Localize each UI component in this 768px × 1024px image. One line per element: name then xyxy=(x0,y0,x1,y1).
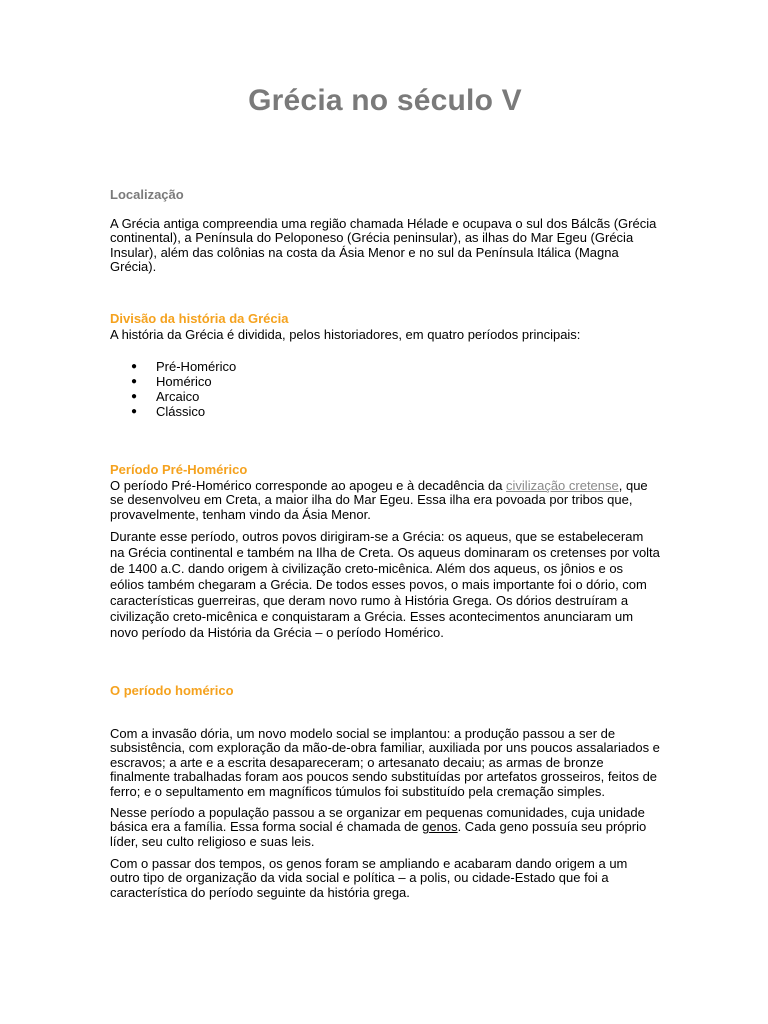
link-genos[interactable]: genos xyxy=(422,819,458,835)
paragraph-homerico-1: Com a invasão dória, um novo modelo social se implantou: a produção passou a ser de subsistência, com exploração da mão-de-obra familiar, auxiliada por uns poucos assalariados e escravos; a arte e a escrita desapareceram; o artesanato decaiu; as armas de bronze finalmente trabalhadas foram aos poucos sendo substituídas por artefatos grosseiros, feitos de ferro; e o sepultamento em magníficos túmulos foi substituído pela cremação simples. xyxy=(110,726,660,799)
list-item: ● Clássico xyxy=(131,404,206,419)
bullet-icon: ● xyxy=(131,376,138,387)
paragraph-divisao-intro: A história da Grécia é dividida, pelos historiadores, em quatro períodos principais: xyxy=(110,327,581,342)
paragraph-homerico-3: Com o passar dos tempos, os genos foram se ampliando e acabaram dando origem a um outro tipo de organização da vida social e política – a polis, ou cidade-Estado que foi a característica do período seguinte da história grega. xyxy=(110,856,628,900)
page-title: Grécia no século V xyxy=(248,84,522,117)
bullet-icon: ● xyxy=(131,391,138,402)
section-heading-divisao: Divisão da história da Grécia xyxy=(110,311,289,326)
paragraph-localizacao: A Grécia antiga compreendia uma região chamada Hélade e ocupava o sul dos Bálcãs (Grécia continental), a Península do Peloponeso (Grécia peninsular), as ilhas do Mar Egeu (Grécia Insular), além das colônias na costa da Ásia Menor e no sul da Península Itálica (Magna Grécia). xyxy=(110,216,657,275)
section-heading-homerico: O período homérico xyxy=(110,683,234,698)
section-heading-localizacao: Localização xyxy=(110,187,184,202)
bullet-icon: ● xyxy=(131,406,138,417)
periods-list xyxy=(110,359,236,419)
list-item: ● Homérico xyxy=(131,374,212,389)
paragraph-pre-homerico-2: Durante esse período, outros povos dirigiram-se a Grécia: os aqueus, que se estabeleceram na Grécia continental e também na Ilha de Creta. Os aqueus dominaram os cretenses por volta de 1400 a.C. dando origem à civilização creto-micênica. Além dos aqueus, os jônios e os eólios também chegaram a Grécia. De todos esses povos, o mais importante foi o dório, com características guerreiras, que deram novo rumo à História Grega. Os dórios destruíram a civilização creto-micênica e conquistaram a Grécia. Esses acontecimentos anunciaram um novo período da História da Grécia – o período Homérico. xyxy=(110,529,660,640)
paragraph-pre-homerico-1: O período Pré-Homérico corresponde ao apogeu e à decadência da civilização cretense, que se desenvolveu em Creta, a maior ilha do Mar Egeu. Essa ilha era povoada por tribos que, provavelmente, tenham vindo da Ásia Menor. xyxy=(110,478,648,522)
list-item: ● Pré-Homérico xyxy=(131,359,237,374)
link-civilizacao-cretense[interactable]: civilização cretense xyxy=(506,478,619,493)
paragraph-homerico-2: Nesse período a população passou a se organizar em pequenas comunidades, cuja unidade básica era a família. Essa forma social é chamada de genos. Cada geno possuía seu próprio líder, seu culto religioso e suas leis. xyxy=(110,805,647,849)
section-heading-pre-homerico: Período Pré-Homérico xyxy=(110,462,248,477)
list-item: ● Arcaico xyxy=(131,389,200,404)
bullet-icon: ● xyxy=(131,361,138,372)
